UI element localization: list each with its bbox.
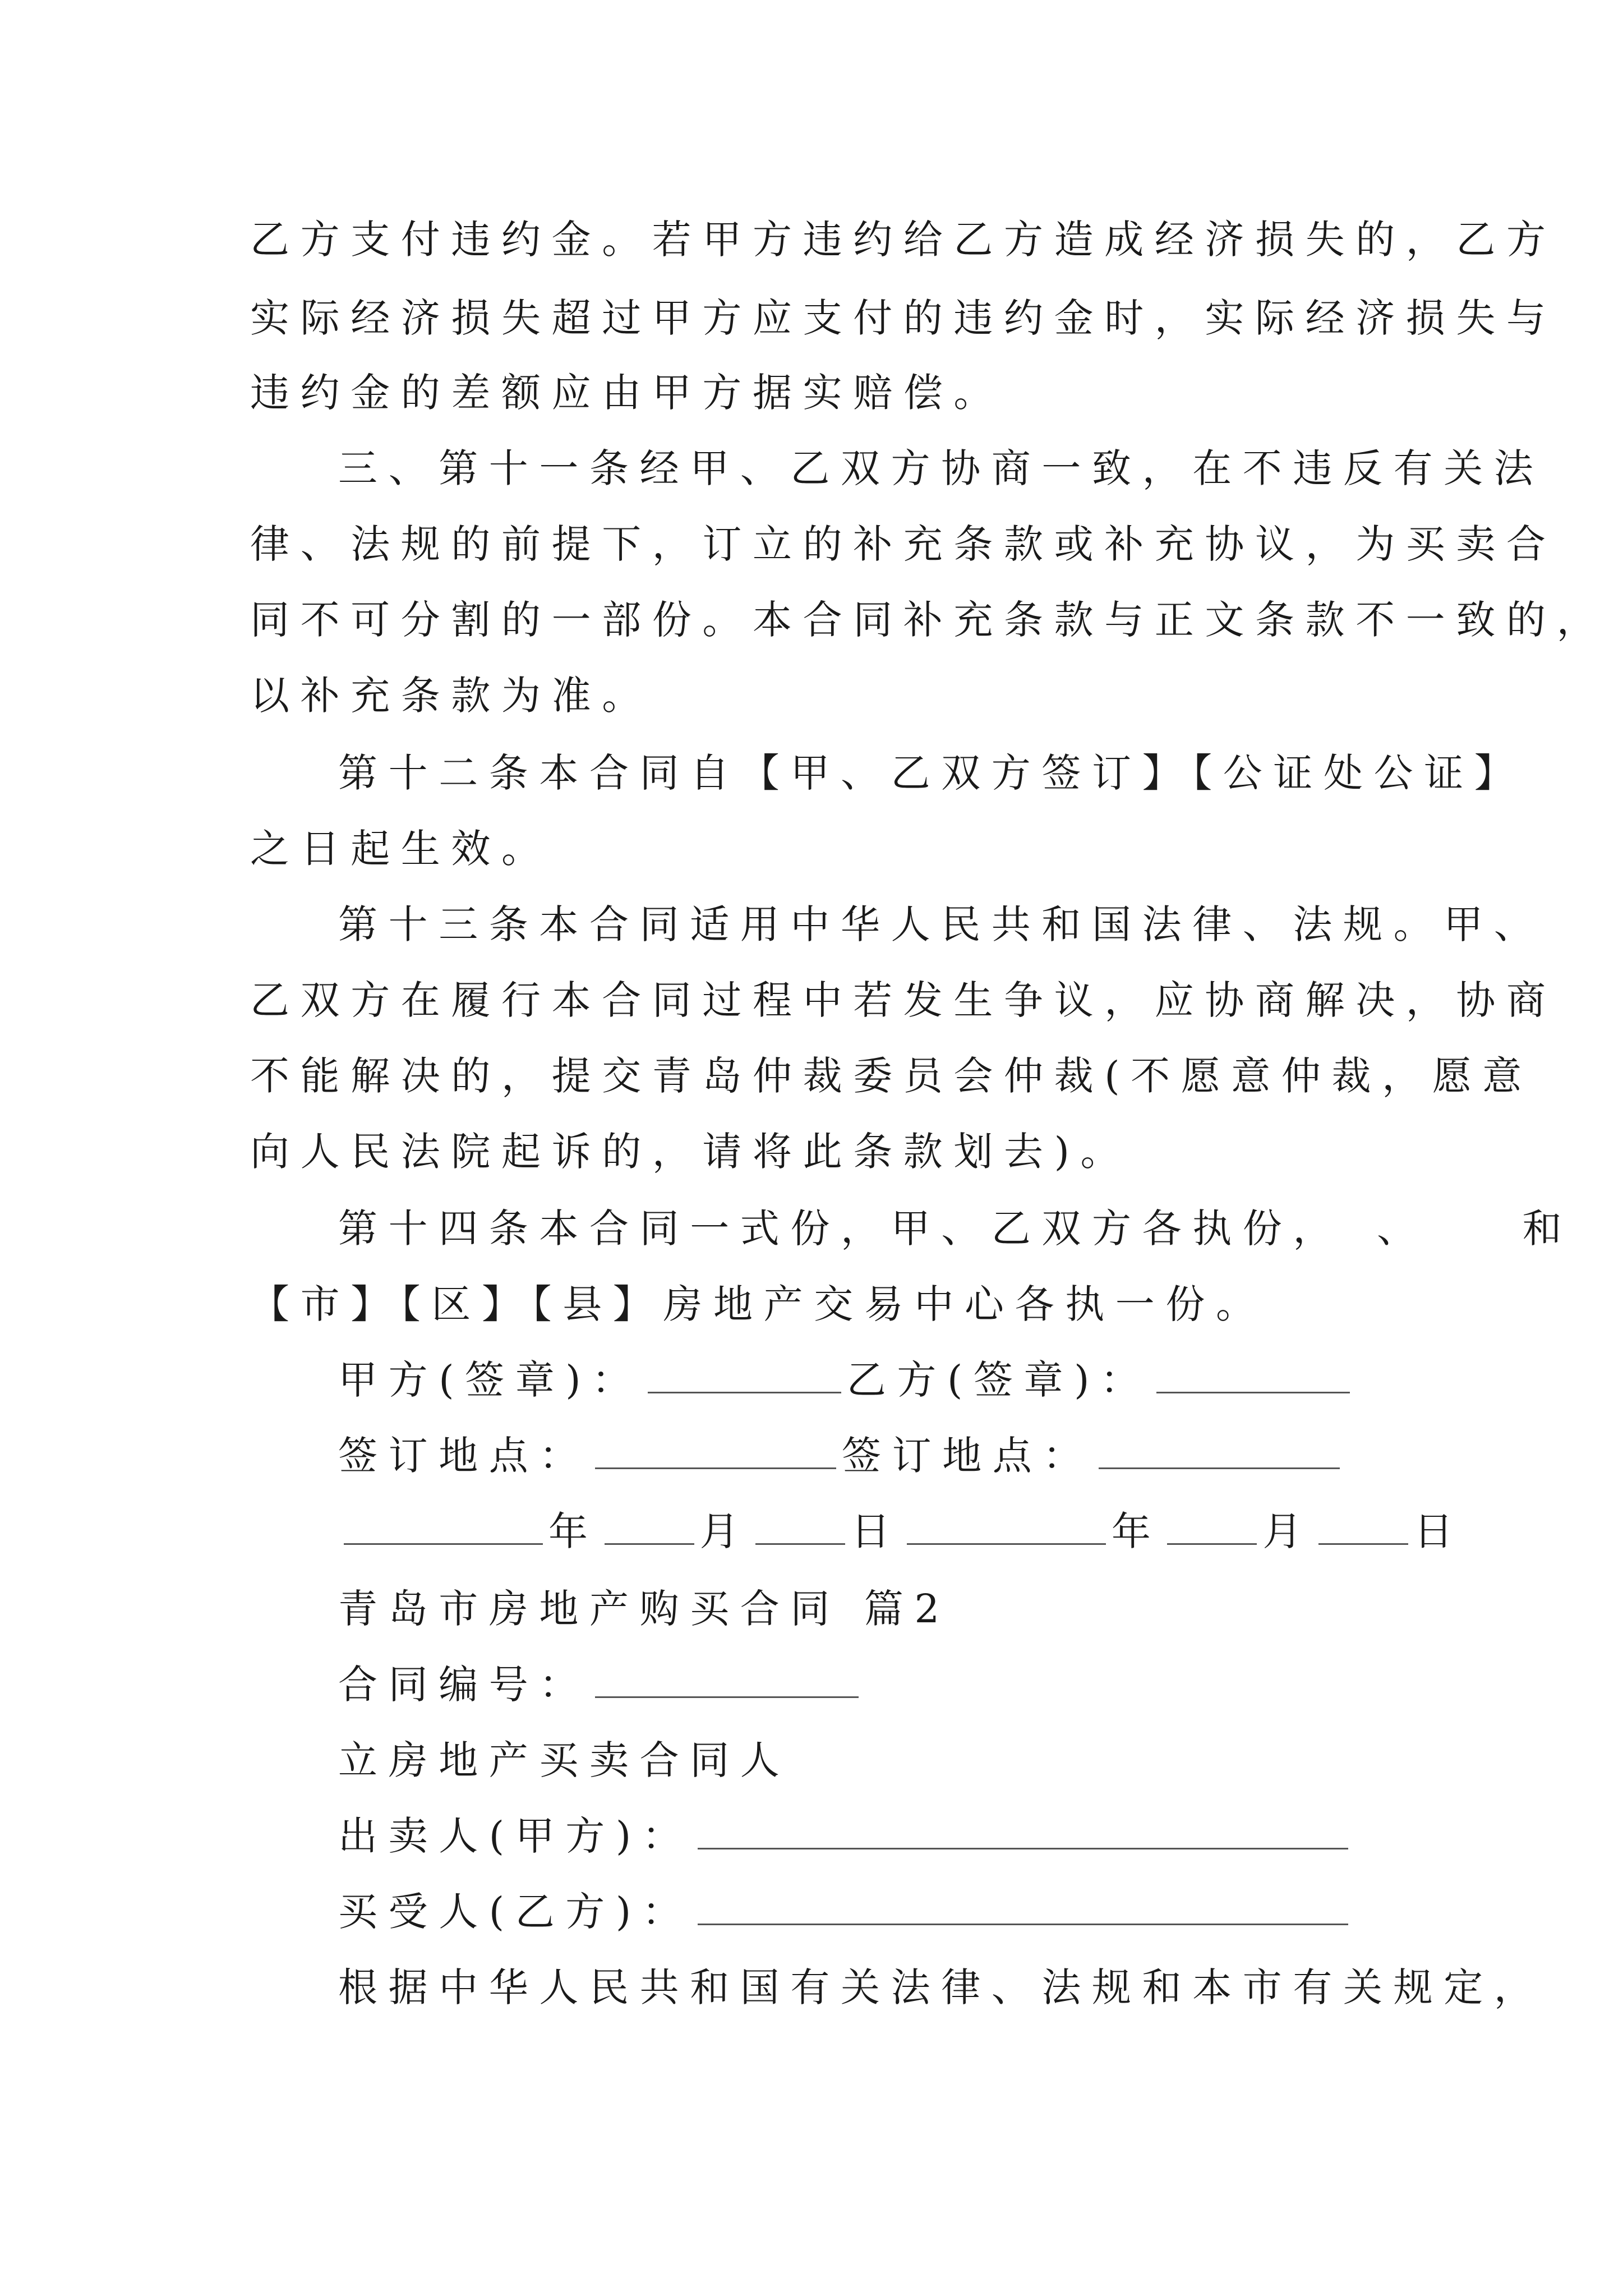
day-blank-b[interactable]: [1318, 1504, 1408, 1545]
clause-13-line: 第十三条本合同适用中华人民共和国法律、法规。甲、: [338, 901, 1544, 947]
month-label-a: 月: [699, 1508, 750, 1554]
clause-12-line: 第十二条本合同自【甲、乙双方签订】【公证处公证】: [338, 750, 1525, 796]
parties-heading: 立房地产买卖合同人: [338, 1737, 791, 1783]
place-row: [338, 1422, 1345, 1489]
day-label-b: 日: [1414, 1508, 1464, 1554]
clause-14-line: [338, 1195, 1573, 1262]
contract-number-label: 合同编号：: [338, 1662, 589, 1708]
text-line: 实际经济损失超过甲方应支付的违约金时，实际经济损失与: [250, 295, 1557, 341]
contract-number-row: [338, 1651, 864, 1718]
party-a-sign-blank[interactable]: [648, 1352, 841, 1393]
text-line: 乙方支付违约金。若甲方违约给乙方造成经济损失的，乙方: [250, 217, 1557, 263]
place-label-b: 签订地点：: [842, 1433, 1093, 1479]
seller-blank[interactable]: [698, 1809, 1348, 1849]
contract-number-blank[interactable]: [595, 1657, 859, 1698]
buyer-blank[interactable]: [698, 1884, 1348, 1925]
text-line: 违约金的差额应由甲方据实赔偿。: [250, 370, 1004, 416]
buyer-label: 买受人(乙方)：: [338, 1889, 693, 1935]
text-line: 之日起生效。: [250, 826, 552, 872]
party-a-sign-label: 甲方(签章)：: [338, 1357, 642, 1403]
text-line: 【市】【区】【县】房地产交易中心各执一份。: [250, 1281, 1266, 1327]
text-line: 律、法规的前提下，订立的补充条款或补充协议，为买卖合: [250, 521, 1557, 567]
party-b-sign-blank[interactable]: [1156, 1352, 1350, 1393]
clause-11-line: 三、第十一条经甲、乙双方协商一致，在不违反有关法: [338, 445, 1544, 491]
text-line: 同不可分割的一部份。本合同补充条款与正文条款不一致的，: [250, 597, 1607, 643]
day-blank-a[interactable]: [755, 1504, 845, 1545]
year-label-b: 年: [1111, 1508, 1162, 1554]
place-blank-a[interactable]: [595, 1428, 836, 1469]
date-row: [338, 1498, 1464, 1565]
seller-label: 出卖人(甲方)：: [338, 1813, 693, 1859]
year-blank-a[interactable]: [344, 1504, 543, 1545]
seller-row: [338, 1802, 1354, 1870]
month-blank-a[interactable]: [605, 1504, 694, 1545]
text-line: 向人民法院起诉的，请将此条款划去)。: [250, 1129, 1131, 1175]
clause-14-sep: 、: [1377, 1205, 1427, 1251]
section-2-title: 青岛市房地产购买合同 篇2: [338, 1586, 951, 1632]
year-blank-b[interactable]: [907, 1504, 1106, 1545]
signature-row: [338, 1346, 1355, 1414]
month-label-b: 月: [1262, 1508, 1313, 1554]
text-line: 根据中华人民共和国有关法律、法规和本市有关规定，: [338, 1964, 1544, 2010]
party-b-sign-label: 乙方(签章)：: [846, 1357, 1151, 1403]
place-blank-b[interactable]: [1099, 1428, 1340, 1469]
text-line: 乙双方在履行本合同过程中若发生争议，应协商解决，协商: [250, 977, 1557, 1023]
day-label-a: 日: [851, 1508, 901, 1554]
buyer-row: [338, 1878, 1354, 1945]
text-line: 不能解决的，提交青岛仲裁委员会仲裁(不愿意仲裁，愿意: [250, 1053, 1533, 1099]
clause-14-and: 和: [1522, 1205, 1573, 1251]
year-label-a: 年: [548, 1508, 599, 1554]
clause-14-text: 第十四条本合同一式份，甲、乙双方各执份，: [338, 1205, 1343, 1251]
text-line: 以补充条款为准。: [250, 673, 652, 719]
place-label-a: 签订地点：: [338, 1433, 589, 1479]
month-blank-b[interactable]: [1167, 1504, 1257, 1545]
